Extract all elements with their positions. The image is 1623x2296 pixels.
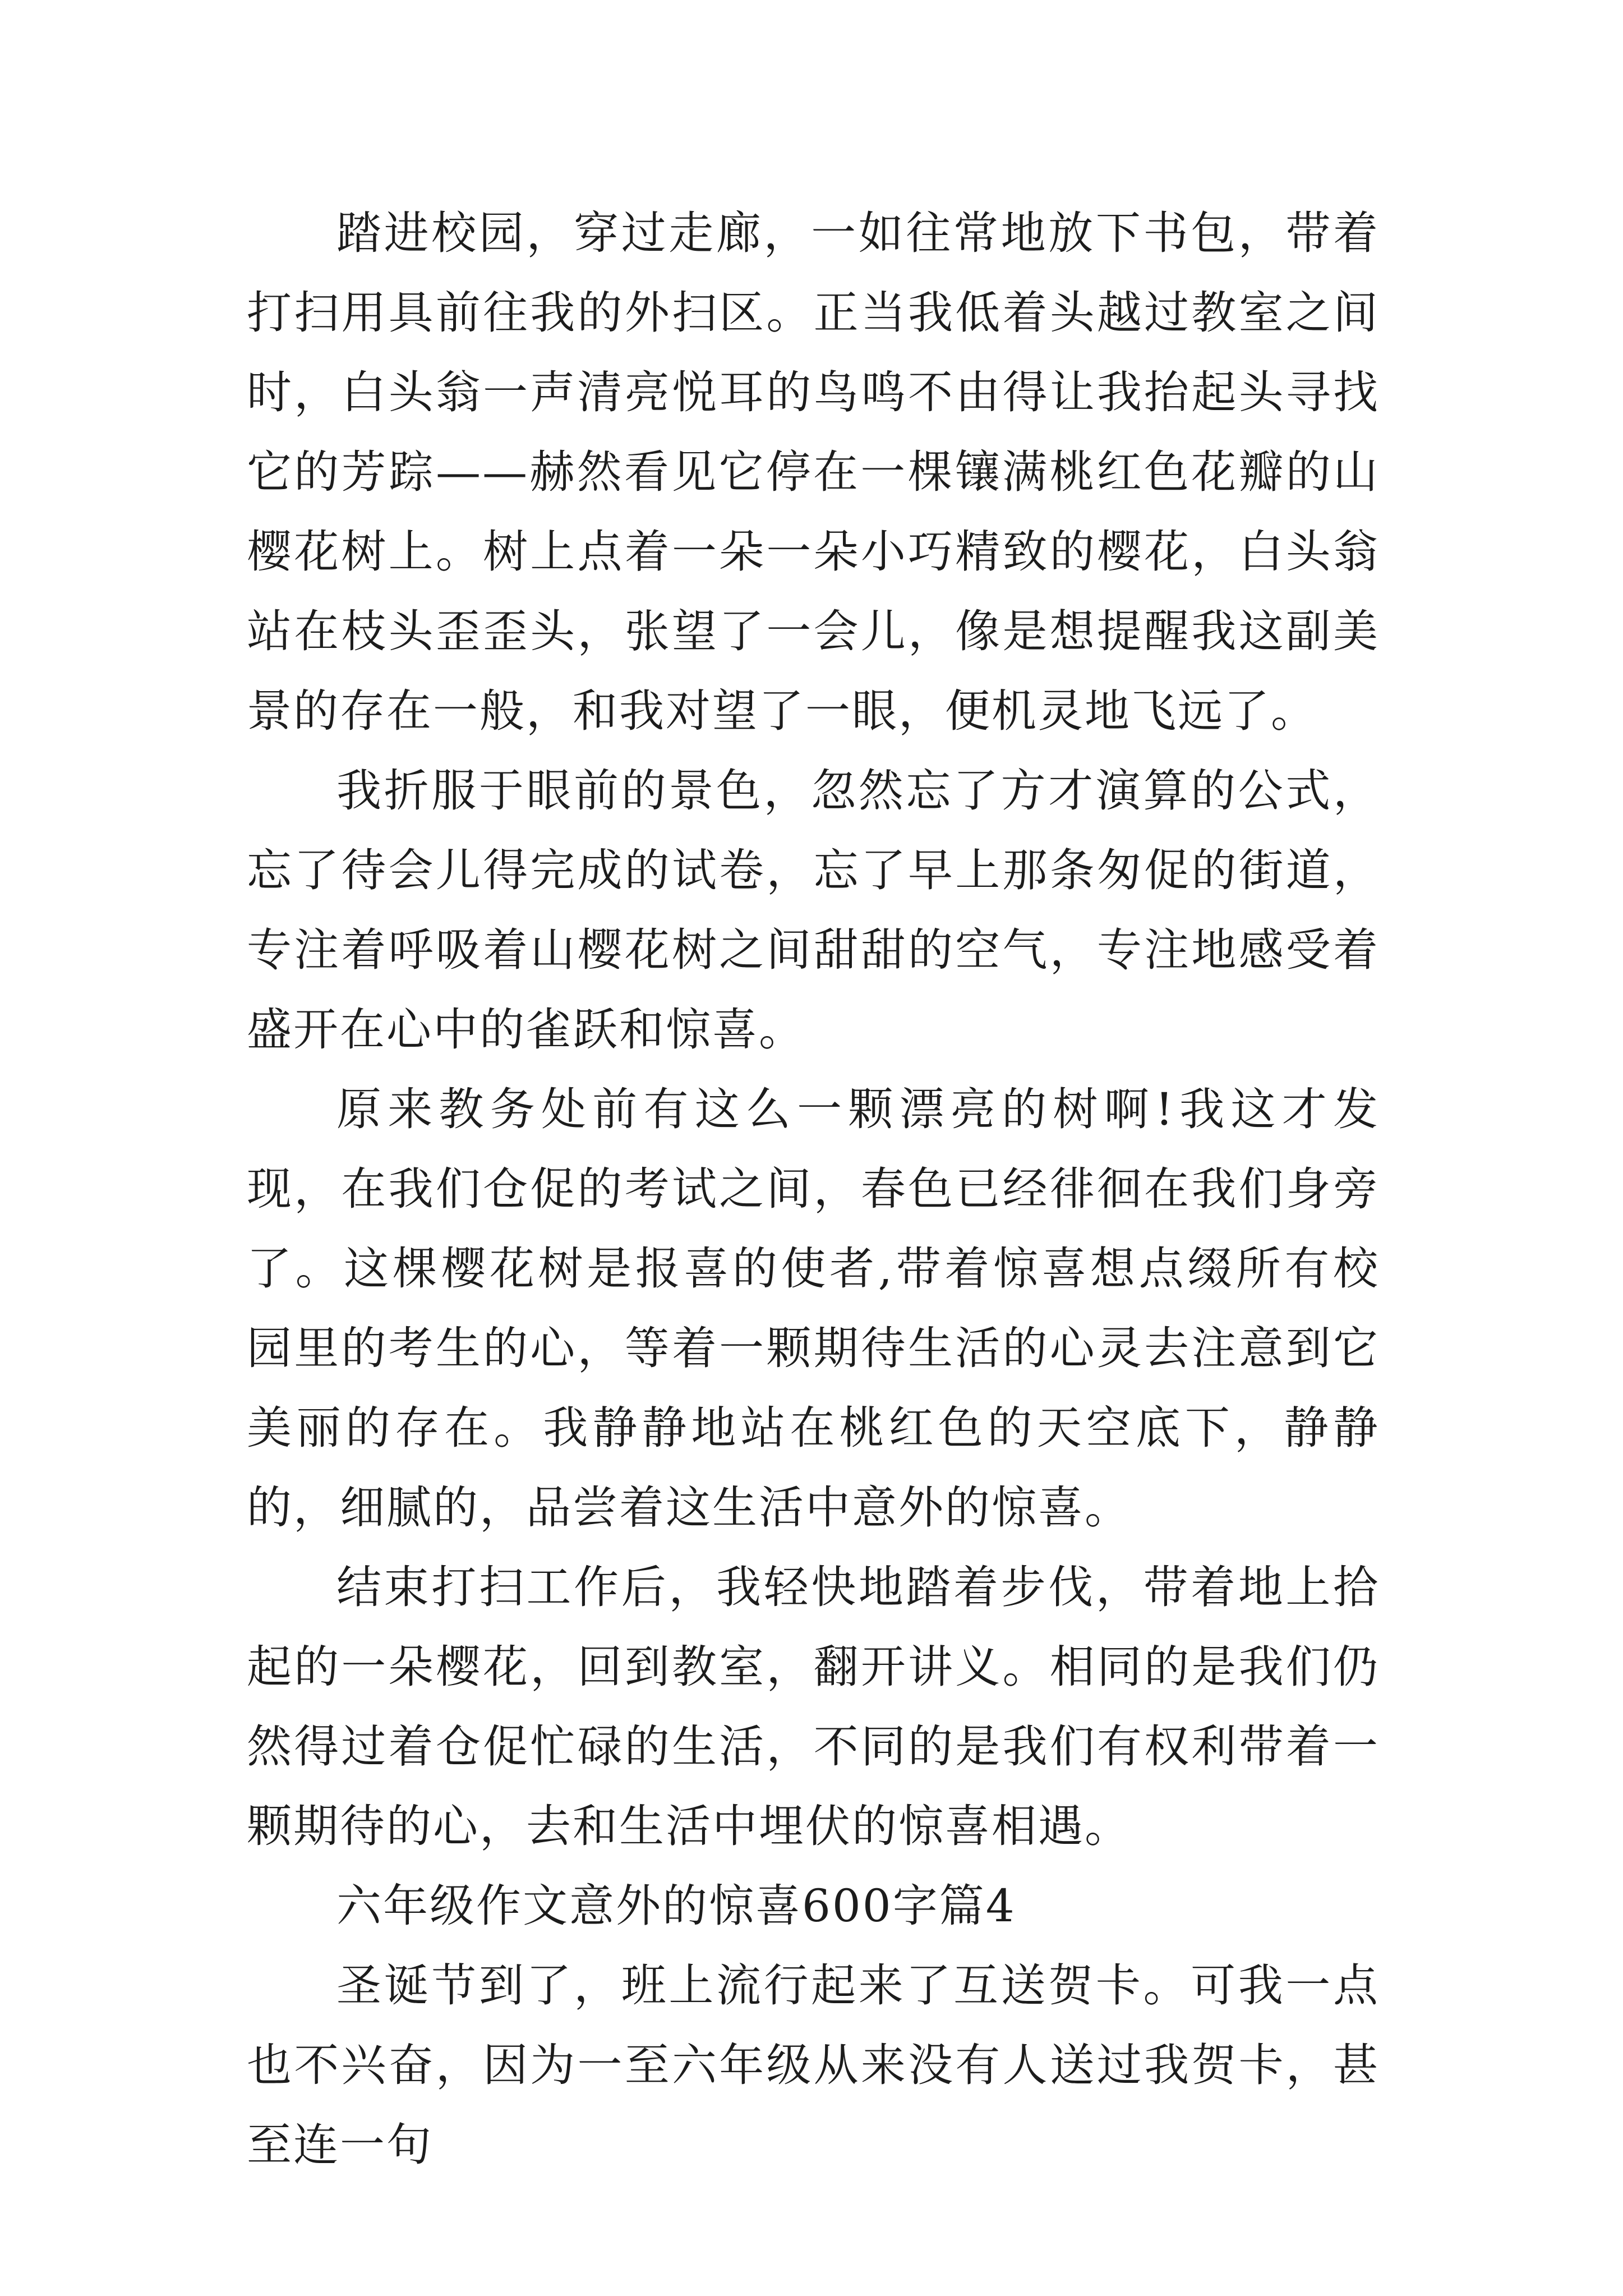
paragraph-3: 原来教务处前有这么一颗漂亮的树啊!我这才发现，在我们仓促的考试之间，春色已经徘徊在我们身旁了。这棵樱花树是报喜的使者,带着惊喜想点缀所有校园里的考生的心，等着一颗期待生活的心灵去注意到它美丽的存在。我静静地站在桃红色的天空底下，静静的，细腻的，品尝着这生活中意外的惊喜。 [247,1083,1380,1534]
paragraph-1: 踏进校园，穿过走廊，一如往常地放下书包，带着打扫用具前往我的外扫区。正当我低着头越过教室之间时，白头翁一声清亮悦耳的鸟鸣不由得让我抬起头寻找它的芳踪——赫然看见它停在一棵镶满桃红色花瓣的山樱花树上。树上点着一朵一朵小巧精致的樱花，白头翁站在枝头歪歪头，张望了一会儿，像是想提醒我这副美景的存在一般，和我对望了一眼，便机灵地飞远了。 [247,207,1380,737]
paragraph-5: 圣诞节到了，班上流行起来了互送贺卡。可我一点也不兴奋，因为一至六年级从来没有人送过我贺卡，甚至连一句 [247,1959,1380,2171]
paragraph-2: 我折服于眼前的景色，忽然忘了方才演算的公式，忘了待会儿得完成的试卷，忘了早上那条匆促的街道，专注着呼吸着山樱花树之间甜甜的空气，专注地感受着盛开在心中的雀跃和惊喜。 [247,765,1380,1056]
section-heading: 六年级作文意外的惊喜600字篇4 [336,1880,1016,1932]
paragraph-4: 结束打扫工作后，我轻快地踏着步伐，带着地上拾起的一朵樱花，回到教室，翻开讲义。相同的是我们仍然得过着仓促忙碌的生活，不同的是我们有权利带着一颗期待的心，去和生活中埋伏的惊喜相遇。 [247,1561,1380,1852]
article-body [247,194,1380,2185]
